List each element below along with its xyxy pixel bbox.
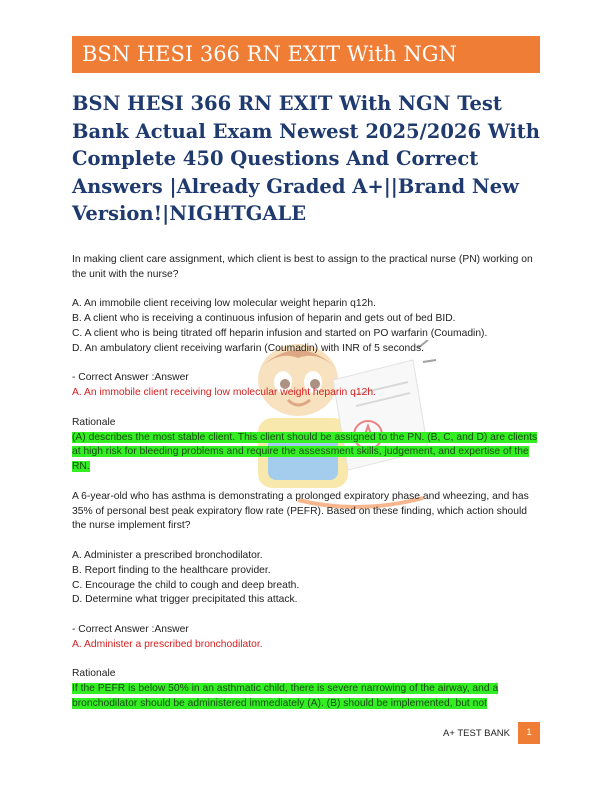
- rationale-text: [72, 682, 542, 712]
- option-b: B. Report finding to the healthcare provider.: [72, 564, 271, 576]
- option-c: C. A client who is being titrated off heparin infusion and started on PO warfarin (Coumadin).: [72, 327, 488, 339]
- option-d: D. An ambulatory client receiving warfarin (Coumadin) with INR of 5 seconds.: [72, 342, 424, 354]
- option-a: A. Administer a prescribed bronchodilator.: [72, 549, 263, 561]
- option-c: C. Encourage the child to cough and deep breath.: [72, 579, 300, 591]
- correct-answer: A. Administer a prescribed bronchodilator.: [72, 638, 263, 650]
- page-footer: [443, 722, 540, 744]
- option-b: B. A client who is receiving a continuous infusion of heparin and gets out of bed BID.: [72, 313, 456, 325]
- rationale-text: [72, 431, 542, 475]
- option-a: A. An immobile client receiving low molecular weight heparin q12h.: [72, 298, 376, 310]
- page-number: 1: [518, 722, 540, 744]
- rationale-label: Rationale: [72, 668, 116, 680]
- rationale-highlight: (A) describes the most stable client. This client should be assigned to the PN. (B, C, and D) are clients at high risk for bleeding problems and require the assessment skills, judgement, and expertise of the RN.: [72, 431, 538, 473]
- option-d: D. Determine what trigger precipitated this attack.: [72, 594, 298, 606]
- document-body: [72, 253, 542, 712]
- banner-text: BSN HESI 366 RN EXIT With NGN: [82, 42, 457, 66]
- document-title: BSN HESI 366 RN EXIT With NGN Test Bank Actual Exam Newest 2025/2026 With Complete 450 Questions And Correct Answers |Already Graded A+||Brand New Version!|NIGHTGALE: [72, 92, 540, 225]
- answer-label: - Correct Answer :Answer: [72, 372, 189, 384]
- answer-label: - Correct Answer :Answer: [72, 623, 189, 635]
- footer-label: A+ TEST BANK: [443, 727, 510, 739]
- rationale-highlight: If the PEFR is below 50% in an asthmatic child, there is severe narrowing of the airway, and a bronchodilator should be administered immediately (A). (B) should be implemented, but not: [72, 683, 499, 709]
- question-stem: In making client care assignment, which client is best to assign to the practical nurse (PN) working on the unit with the nurse?: [72, 254, 533, 280]
- rationale-label: Rationale: [72, 416, 116, 428]
- header-banner: [72, 36, 540, 73]
- question-stem: A 6-year-old who has asthma is demonstrating a prolonged expiratory phase and wheezing, and has 35% of personal best peak expiratory flow rate (PEFR). Based on these finding, which action should the nurse implement first?: [72, 490, 529, 532]
- correct-answer: A. An immobile client receiving low molecular weight heparin q12h.: [72, 387, 376, 399]
